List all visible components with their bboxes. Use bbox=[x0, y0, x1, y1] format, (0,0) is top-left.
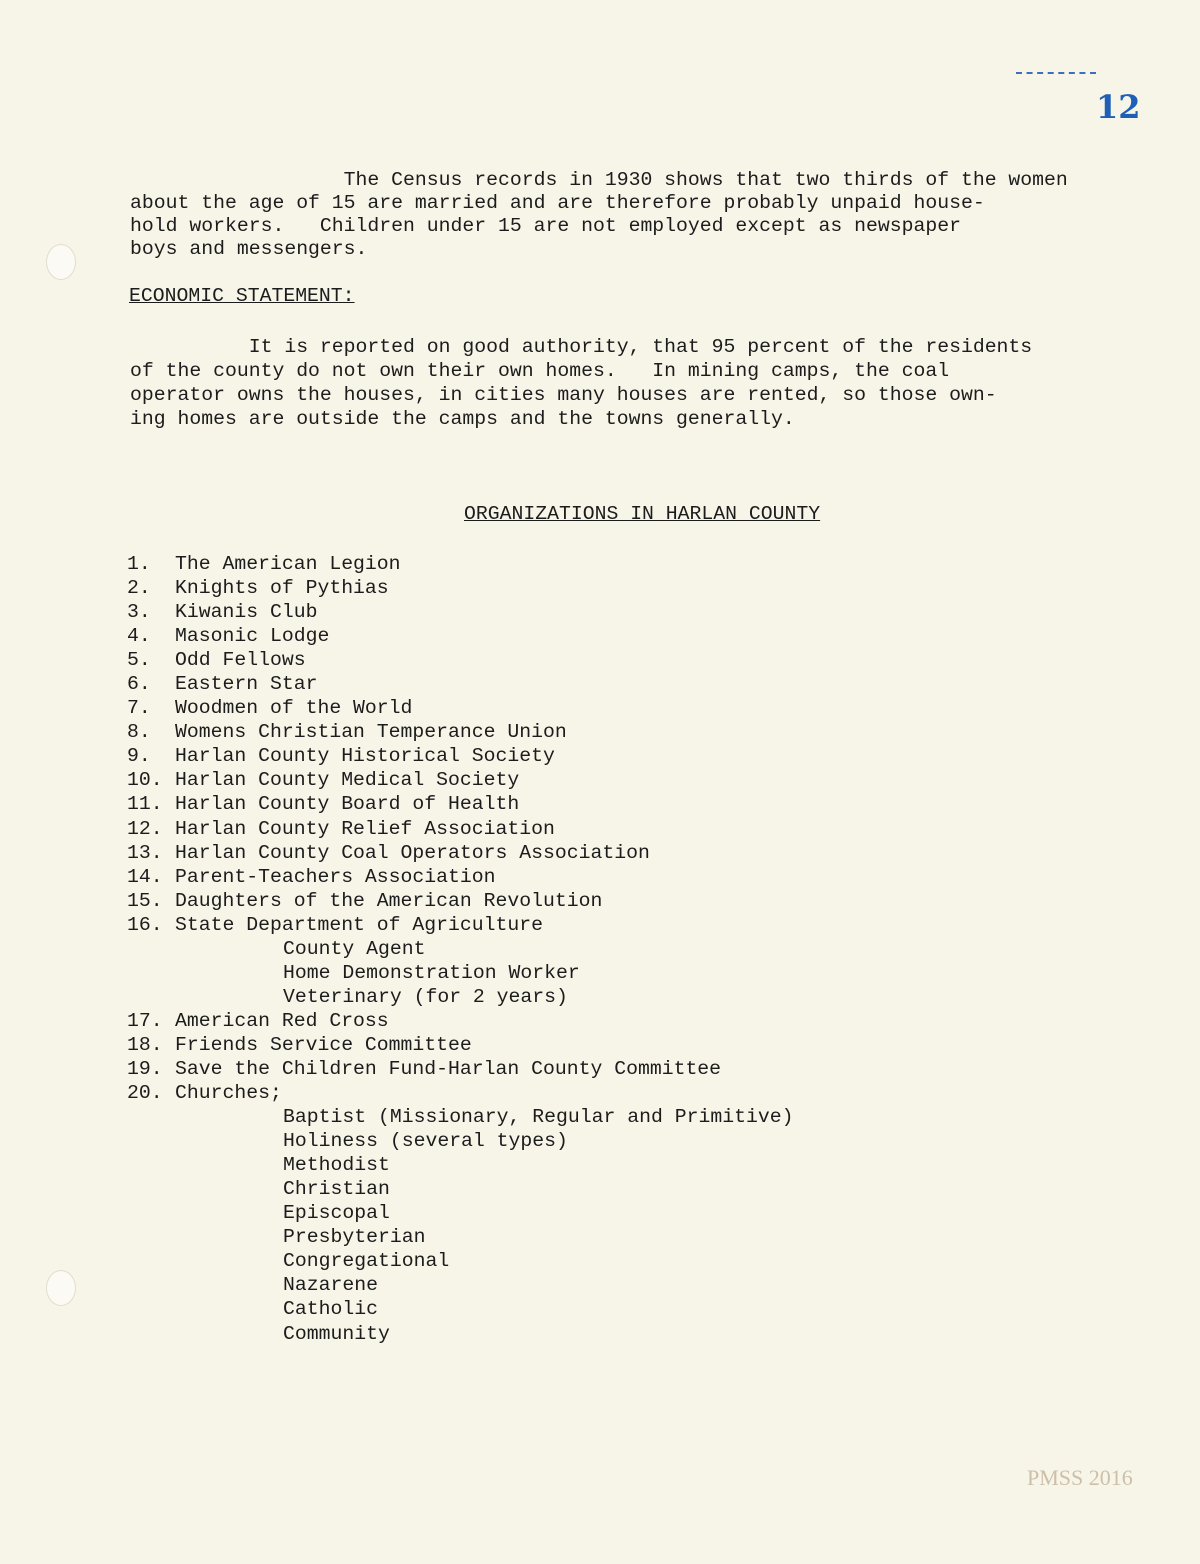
item-number: 17. bbox=[127, 1009, 163, 1032]
item-text: Masonic Lodge bbox=[175, 625, 330, 648]
economic-statement-heading: ECONOMIC STATEMENT: bbox=[129, 285, 355, 307]
sub-item-text: Baptist (Missionary, Regular and Primitive) bbox=[283, 1106, 794, 1129]
item-text: Friends Service Committee bbox=[175, 1033, 472, 1056]
item-text: The American Legion bbox=[175, 553, 401, 575]
item-text: Harlan County Medical Society bbox=[175, 769, 520, 792]
sub-item-text: Episcopal bbox=[283, 1202, 390, 1225]
item-text: Churches; bbox=[175, 1082, 282, 1105]
item-number: 7. bbox=[127, 697, 151, 720]
item-text: State Department of Agriculture bbox=[175, 913, 543, 936]
item-text: Harlan County Coal Operators Association bbox=[175, 841, 650, 864]
item-text: Harlan County Board of Health bbox=[175, 793, 520, 816]
punch-hole bbox=[46, 244, 76, 280]
pencil-mark bbox=[1016, 72, 1096, 74]
sub-item-text: Veterinary (for 2 years) bbox=[283, 985, 568, 1008]
sub-item-text: Methodist bbox=[283, 1154, 390, 1177]
item-text: American Red Cross bbox=[175, 1009, 389, 1032]
item-text: Daughters of the American Revolution bbox=[175, 889, 603, 912]
item-text: Harlan County Relief Association bbox=[175, 817, 555, 840]
item-number: 18. bbox=[127, 1033, 163, 1056]
item-number: 2. bbox=[127, 577, 151, 600]
punch-hole bbox=[46, 1270, 76, 1306]
sub-item-text: County Agent bbox=[283, 937, 426, 960]
item-number: 11. bbox=[127, 793, 163, 816]
sub-item-text: Nazarene bbox=[283, 1274, 378, 1297]
item-number: 13. bbox=[127, 841, 163, 864]
item-text: Womens Christian Temperance Union bbox=[175, 721, 567, 744]
organizations-title: ORGANIZATIONS IN HARLAN COUNTY bbox=[464, 503, 821, 525]
item-text: Kiwanis Club bbox=[175, 601, 318, 624]
economic-paragraph: It is reported on good authority, that 95 percent of the residents of the county do not own their own homes. In mining camps, the coal operator owns the houses, in cities many houses are rented, so those own- ing homes are outside the camps and the towns generally. bbox=[130, 336, 1033, 430]
item-text: Harlan County Historical Society bbox=[175, 745, 555, 768]
item-number: 3. bbox=[127, 601, 151, 624]
sub-item-text: Holiness (several types) bbox=[283, 1130, 568, 1153]
sub-item-text: Presbyterian bbox=[283, 1226, 426, 1249]
sub-item-text: Catholic bbox=[283, 1298, 378, 1321]
sub-item-text: Congregational bbox=[283, 1250, 450, 1273]
item-number: 6. bbox=[127, 673, 151, 696]
item-number: 12. bbox=[127, 817, 163, 840]
watermark: PMSS 2016 bbox=[1027, 1465, 1133, 1490]
item-number: 15. bbox=[127, 889, 163, 912]
sub-item-text: Home Demonstration Worker bbox=[283, 961, 580, 984]
page-number: 12 bbox=[1096, 88, 1141, 126]
item-number: 9. bbox=[127, 745, 151, 768]
item-text: Woodmen of the World bbox=[175, 697, 413, 720]
item-number: 20. bbox=[127, 1082, 163, 1105]
sub-item-text: Community bbox=[283, 1322, 390, 1345]
census-paragraph: The Census records in 1930 shows that two thirds of the women about the age of 15 are married and are therefore probably unpaid house- hold workers. Children under 15 are not employed except as newspaper boys and messengers. bbox=[130, 169, 1068, 260]
item-text: Save the Children Fund-Harlan County Committee bbox=[175, 1057, 722, 1080]
item-text: Odd Fellows bbox=[175, 649, 306, 672]
item-number: 5. bbox=[127, 649, 151, 672]
sub-item-text: Christian bbox=[283, 1178, 390, 1201]
item-text: Knights of Pythias bbox=[175, 577, 389, 600]
item-text: Parent-Teachers Association bbox=[175, 865, 496, 888]
item-text: Eastern Star bbox=[175, 673, 318, 696]
item-number: 8. bbox=[127, 721, 151, 744]
item-number: 10. bbox=[127, 769, 163, 792]
item-number: 19. bbox=[127, 1057, 163, 1080]
item-number: 16. bbox=[127, 913, 163, 936]
item-number: 14. bbox=[127, 865, 163, 888]
item-number: 4. bbox=[127, 625, 151, 648]
item-number: 1. bbox=[127, 553, 151, 575]
